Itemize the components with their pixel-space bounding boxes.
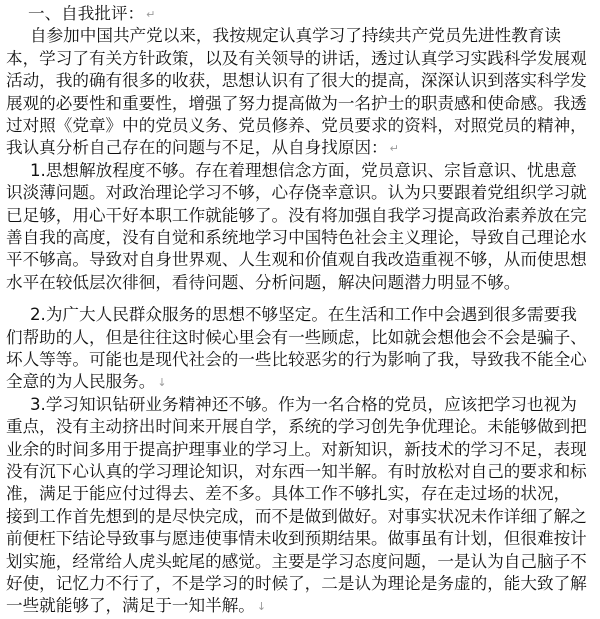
text-line: 全意的为人民服务。 ↓ <box>6 372 167 392</box>
text-line: 水平在较低层次徘徊，看待问题、分析问题，解决问题潜力明显不够。 <box>6 272 521 292</box>
text-line: 过对照《党章》中的党员义务、党员修养、党员要求的资料，对照党员的精神， <box>6 116 587 135</box>
text-line: 1.思想解放程度不够。存在着理想信念方面，党员意识、宗旨意识、忧患意 <box>30 160 577 180</box>
paragraph-mark-icon: ↵ <box>146 8 156 21</box>
text-line: 们帮助的人，但是往往这时候心里会有一些顾虑，比如就会想他会不会是骗子、 <box>6 327 587 347</box>
paragraph-mark-icon: ↵ <box>389 142 399 156</box>
text-line: 前便枉下结论导致事与愿违使事情未收到预期结果。做事虽有计划，但很难按计 <box>6 529 587 549</box>
text-line: 活动，我的确有很多的收获，思想认识有了很大的提高，深深认识到落实科学发 <box>6 71 587 91</box>
text-line: 划实施，经常给人虎头蛇尾的感觉。主要是学习态度问题，一是认为自己脑子不 <box>6 551 587 571</box>
text-line: 准，满足于能应付过得去、差不多。具体工作不够扎实，存在走过场的状况， <box>6 484 571 504</box>
text-line: 3.学习知识钻研业务精神还不够。作为一名合格的党员，应该把学习也视为 <box>30 394 577 414</box>
text-line: 没有沉下心认真的学习理论知识，对东西一知半解。有时放松对自己的要求和标 <box>6 462 587 481</box>
text-line: 识淡薄问题。对政治理论学习不够，心存侥幸意识。认为只要跟着党组织学习就 <box>6 183 587 203</box>
section-heading: 一、自我批评： ↵ <box>28 4 156 23</box>
paragraph-mark-icon: ↓ <box>256 600 267 614</box>
text-line: 业余的时间多用于提高护理事业的学习上。对新知识，新技术的学习不足，表现 <box>6 439 587 459</box>
text-line: 一些就能够了，满足于一知半解。 ↓ <box>6 596 267 616</box>
text-line: 自参加中国共产党以来，我按规定认真学习了持续共产党员先进性教育读 <box>30 26 561 46</box>
text-line: 展观的必要性和重要性，增强了努力提高做为一名护士的职责感和使命感。我透 <box>6 93 587 113</box>
paragraph-mark-icon: ↓ <box>157 376 167 390</box>
text-line: 重点，没有主动挤出时间来开展自学，系统的学习创先争优理论。未能够做到把 <box>6 417 587 437</box>
text-line: 我认真分析自己存在的问题与不足，从自身找原因： ↵ <box>6 138 399 158</box>
text-line: 已足够，用心干好本职工作就能够了。没有将加强自我学习提高政治素养放在完 <box>6 205 587 225</box>
text-line: 好使，记忆力不行了，不是学习的时候了，二是认为理论是务虚的，能大致了解 <box>6 574 587 593</box>
text-line: 善自我的高度，没有自觉和系统地学习中国特色社会主义理论，导致自己理论水 <box>6 228 587 247</box>
text-line: 平不够高。导致对自身世界观、人生观和价值观自我改造重视不够，从而使思想 <box>6 250 587 270</box>
document-page <box>6 0 596 616</box>
text-line: 本，学习了有关方针政策，以及有关领导的讲话，透过认真学习实践科学发展观 <box>6 48 587 68</box>
text-line: 接到工作首先想到的是尽快完成，而不是做到做好。对事实状况未作详细了解之 <box>6 506 587 526</box>
text-line: 坏人等等。可能也是现代社会的一些比较恶劣的行为影响了我，导致我不能全心 <box>6 350 587 369</box>
text-line: 2.为广大人民群众服务的思想不够坚定。在生活和工作中会遇到很多需要我 <box>30 305 577 325</box>
